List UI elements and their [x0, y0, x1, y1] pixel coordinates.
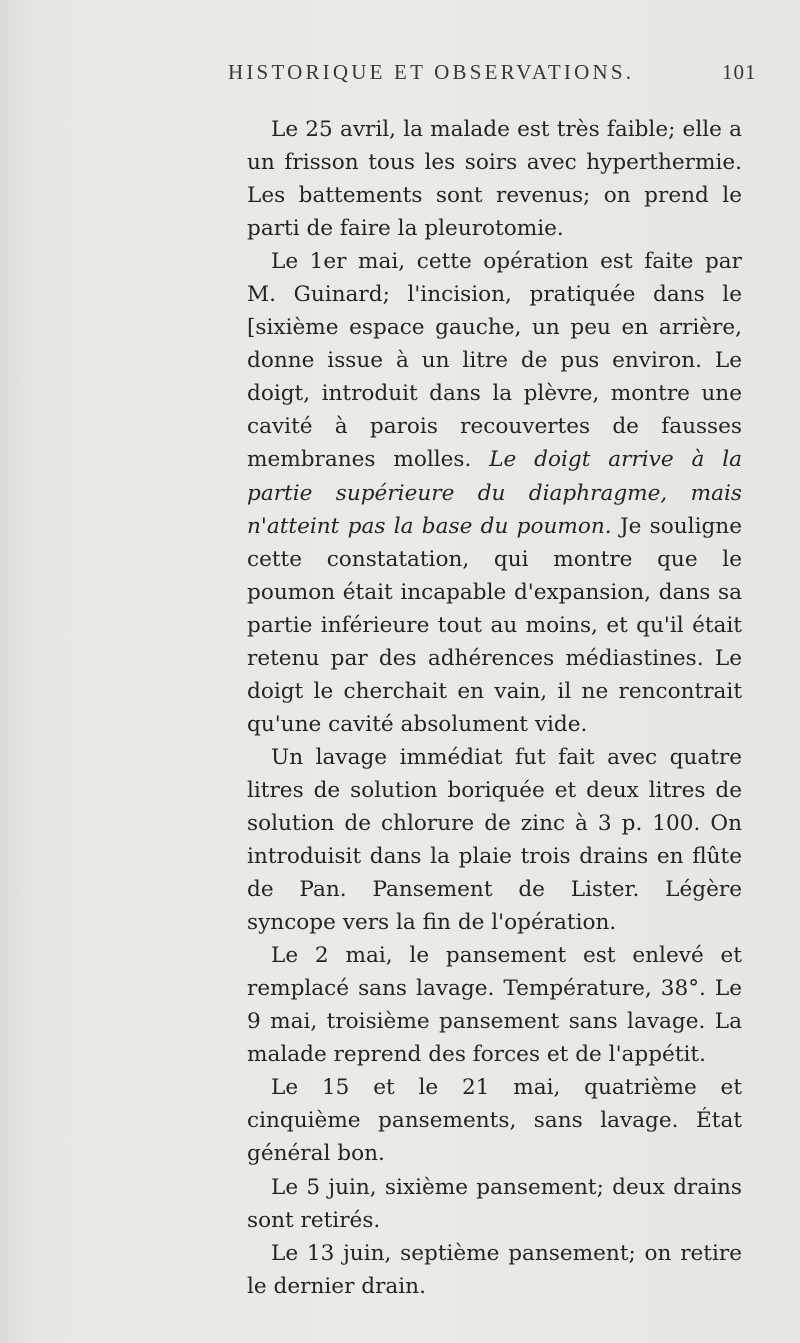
- paragraph-text: Le 1er mai, cette opération est faite par M. Guinard; l'incision, pratiquée dans le [sixième espace gauche, un peu en arrière, donne issue à un litre de pus environ. Le doigt, introduit dans la plèvre, montre une cavité à parois recouvertes de fausses membranes molles.: [247, 249, 742, 473]
- paragraph-text: Je souligne cette constatation, qui montre que le poumon était incapable d'expansion, dans sa partie inférieure tout au moins, et qu'il était retenu par des adhérences médiastines. Le doigt le cherchait en vain, il ne rencontrait qu'une cavité absolument vide.: [247, 513, 742, 737]
- italic-emphasis: Le doigt arrive à la partie supérieure du diaphragme, mais n'atteint pas la base du poumon.: [247, 447, 742, 539]
- paragraph: Un lavage immédiat fut fait avec quatre litres de solution boriquée et deux litres de solution de chlorure de zinc à 3 p. 100. On introduisit dans la plaie trois drains en flûte de Pan. Pansement de Lister. Légère syncope vers la fin de l'opération.: [247, 744, 742, 936]
- paragraph: Le 25 avril, la malade est très faible; elle a un frisson tous les soirs avec hyperthermie. Les battements sont revenus; on prend le parti de faire la pleurotomie.: [247, 117, 742, 242]
- paragraph: Le 15 et le 21 mai, quatrième et cinquième pansements, sans lavage. État général bon.: [247, 1075, 742, 1167]
- paragraph: Le 2 mai, le pansement est enlevé et remplacé sans lavage. Température, 38°. Le 9 mai, troisième pansement sans lavage. La malade reprend des forces et de l'appétit.: [247, 943, 742, 1068]
- body-text: [247, 113, 742, 1303]
- paragraph: [247, 245, 742, 741]
- paragraph: Le 5 juin, sixième pansement; deux drains sont retirés.: [247, 1174, 742, 1233]
- paragraph: Le 13 juin, septième pansement; on retire le dernier drain.: [247, 1240, 742, 1299]
- page-header: [0, 60, 800, 90]
- page-number: 101: [722, 60, 757, 84]
- running-title: HISTORIQUE ET OBSERVATIONS.: [228, 60, 635, 84]
